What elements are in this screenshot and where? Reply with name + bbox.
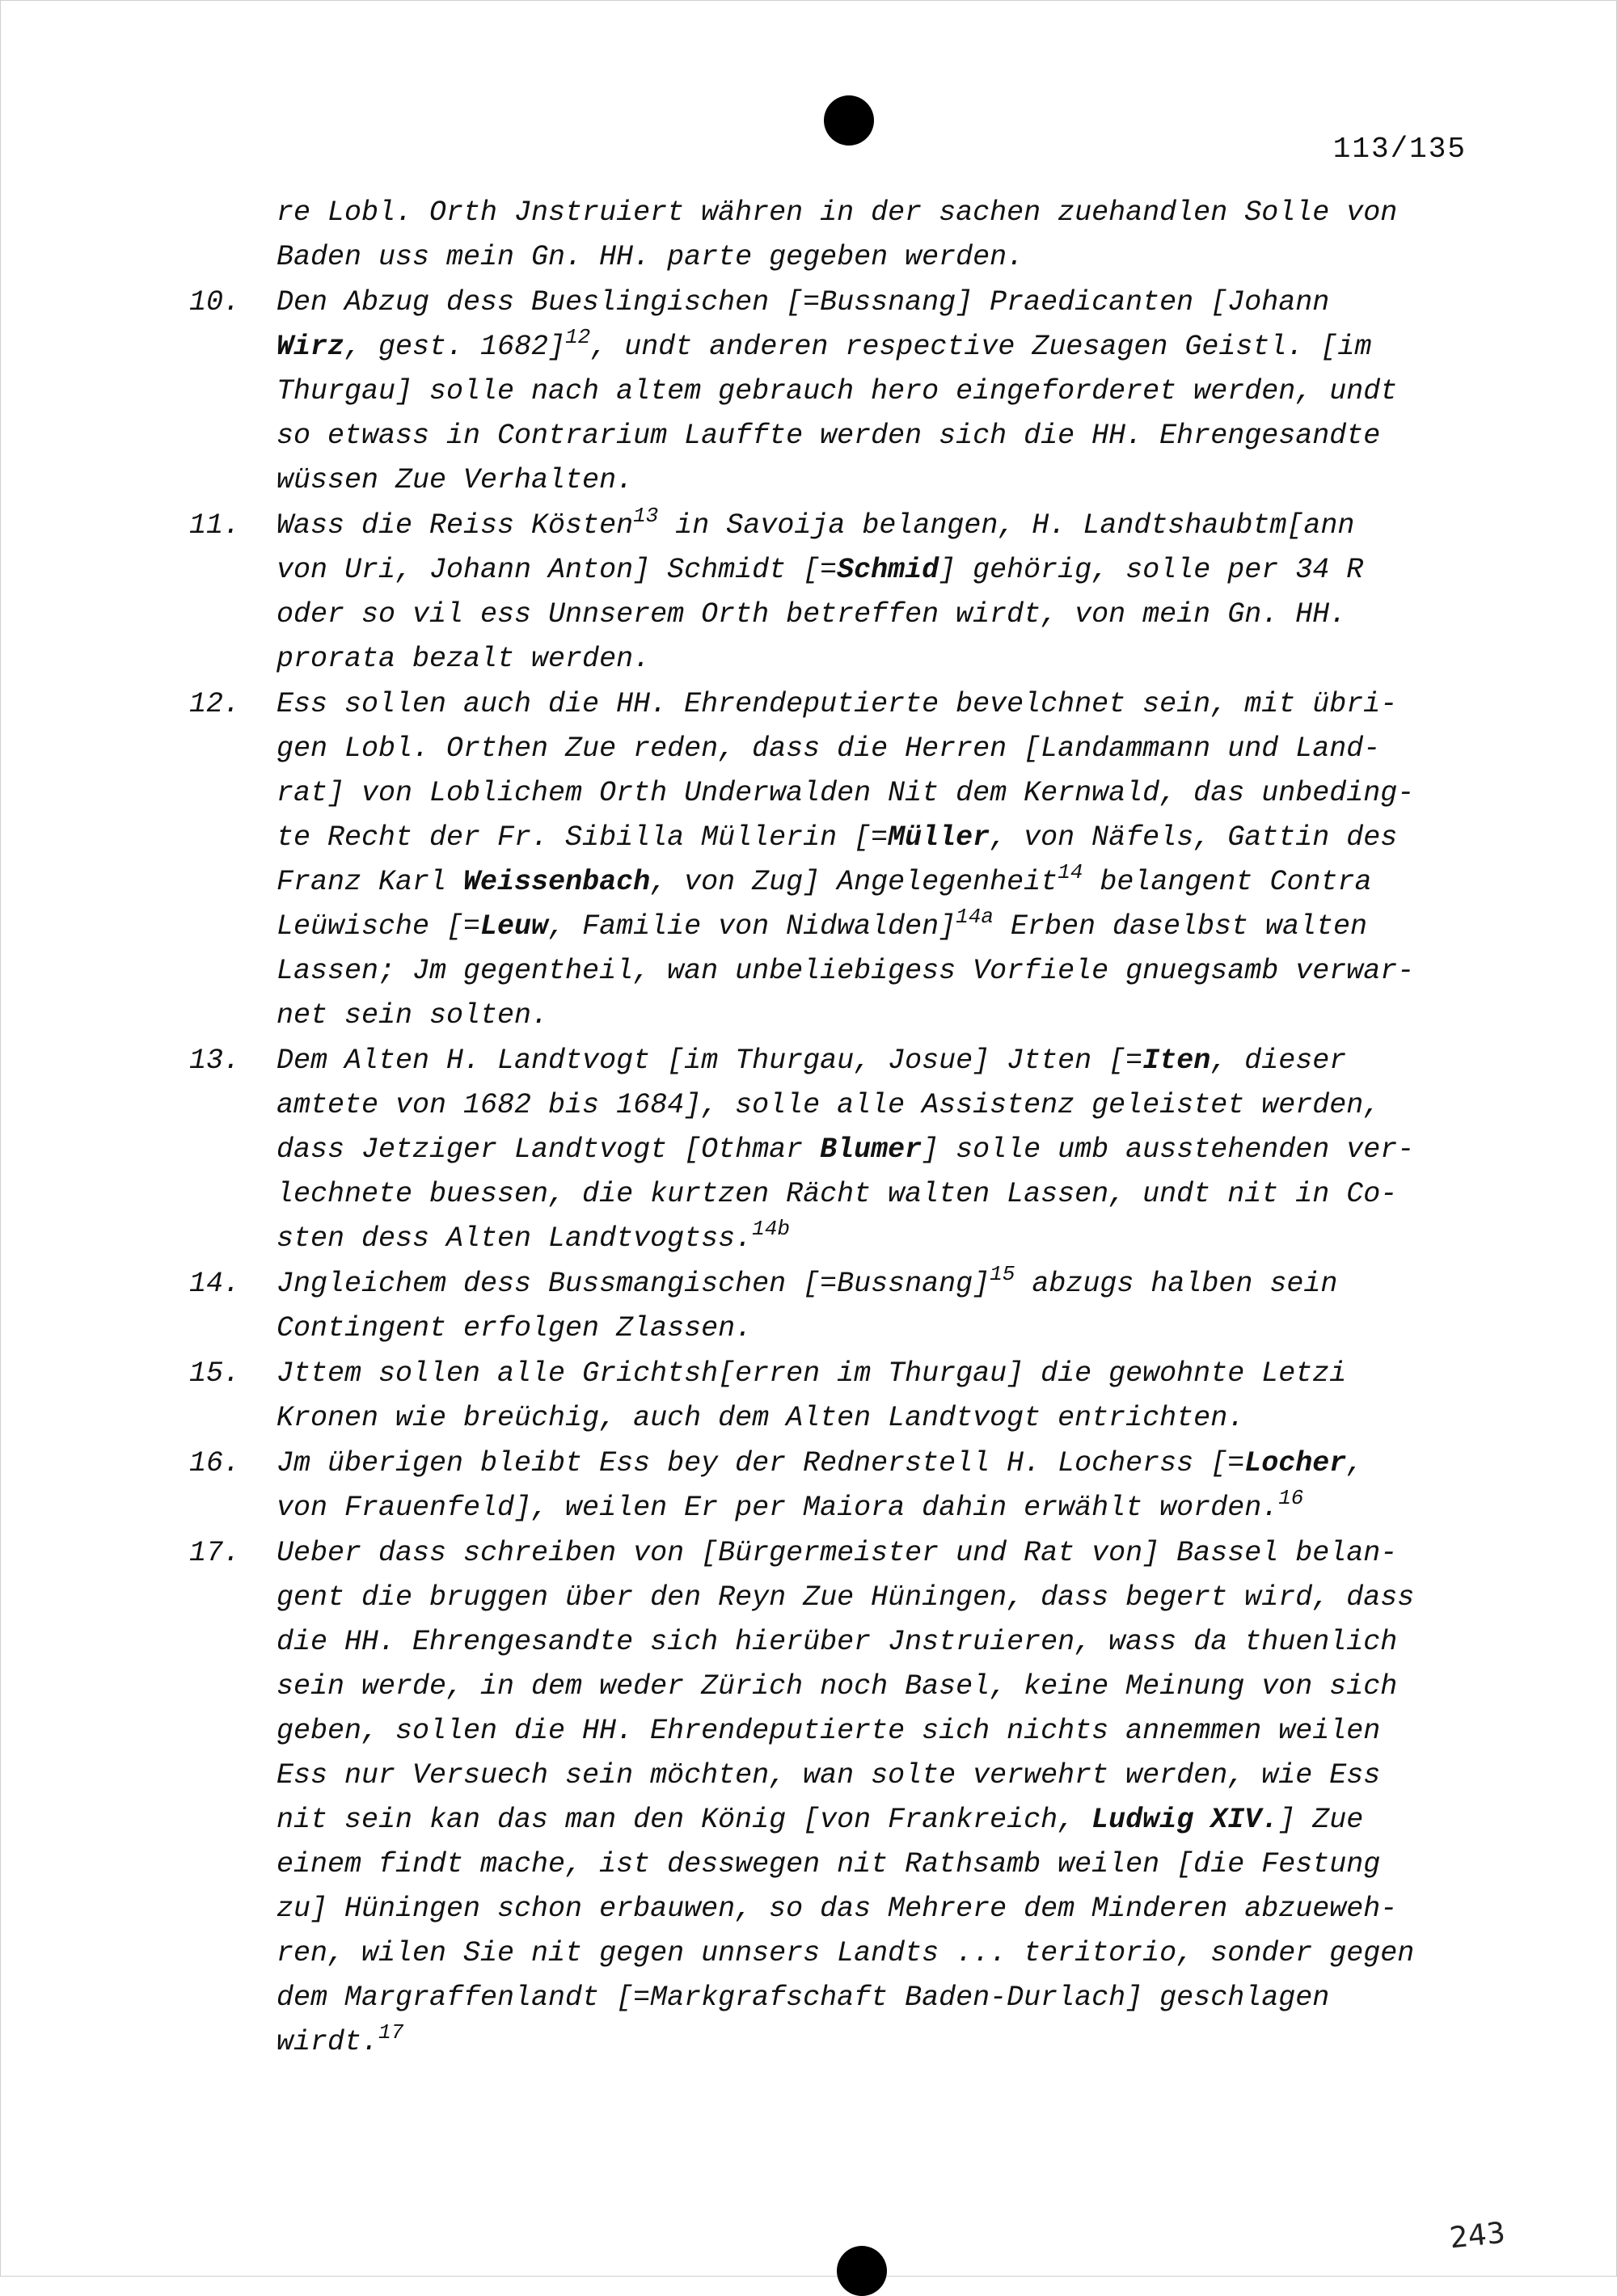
paragraph-number: 11. xyxy=(189,509,241,542)
text-run: nit sein kan das man den König [von Frankreich, xyxy=(277,1804,1092,1836)
text-line xyxy=(277,458,1455,503)
text-run: , dieser xyxy=(1210,1045,1347,1077)
text-run: Ess sollen auch die HH. Ehrendeputierte bevelchnet sein, mit übri- xyxy=(277,688,1398,720)
text-run: net sein solten. xyxy=(277,999,549,1032)
text-run: Baden uss mein Gn. HH. parte gegeben werden. xyxy=(277,241,1024,273)
punch-hole-top xyxy=(824,95,874,146)
paragraph-number: 17. xyxy=(189,1537,241,1569)
paragraph-number: 13. xyxy=(189,1045,241,1077)
text-line xyxy=(277,682,1455,727)
text-run: abzugs halben sein xyxy=(1015,1268,1338,1300)
text-run: sten dess Alten Landtvogtss. xyxy=(277,1222,753,1255)
text-run: Kronen wie breüchig, auch dem Alten Landtvogt entrichten. xyxy=(277,1402,1245,1434)
text-run: , von Zug] Angelegenheit xyxy=(650,866,1058,898)
bold-name: Wirz xyxy=(277,331,345,363)
text-run: rat] von Loblichem Orth Underwalden Nit dem Kernwald, das unbeding- xyxy=(277,777,1415,809)
text-run: prorata bezalt werden. xyxy=(277,643,651,675)
text-line xyxy=(277,905,1455,949)
text-run: gent die bruggen über den Reyn Zue Hüningen, dass begert wird, dass xyxy=(277,1581,1415,1614)
text-run: Jngleichem dess Bussmangischen [=Bussnang] xyxy=(277,1268,990,1300)
text-run: sein werde, in dem weder Zürich noch Basel, keine Meinung von sich xyxy=(277,1670,1398,1703)
text-run: ] gehörig, solle per 34 R xyxy=(939,554,1364,586)
text-run: dass Jetziger Landtvogt [Othmar xyxy=(277,1133,821,1166)
text-line xyxy=(277,1976,1455,2020)
text-run: die HH. Ehrengesandte sich hierüber Jnstruieren, wass da thuenlich xyxy=(277,1626,1398,1658)
text-line xyxy=(277,1039,1455,1083)
text-line xyxy=(277,1620,1455,1665)
text-run: , Familie von Nidwalden] xyxy=(548,910,956,943)
text-line xyxy=(277,369,1455,414)
text-run: so etwass in Contrarium Lauffte werden sich die HH. Ehrengesandte xyxy=(277,420,1381,452)
text-line xyxy=(277,325,1455,369)
text-run: von Frauenfeld], weilen Er per Maiora dahin erwählt worden. xyxy=(277,1492,1279,1524)
text-line xyxy=(277,281,1455,325)
text-run: Contingent erfolgen Zlassen. xyxy=(277,1312,753,1344)
text-run: geben, sollen die HH. Ehrendeputierte sich nichts annemmen weilen xyxy=(277,1715,1381,1747)
text-run: Jttem sollen alle Grichtsh[erren im Thurgau] die gewohnte Letzi xyxy=(277,1357,1347,1390)
text-line xyxy=(277,1306,1455,1351)
bold-name: Weissenbach xyxy=(463,866,651,898)
text-run: Wass die Reiss Kösten xyxy=(277,509,634,542)
text-run: zu] Hüningen schon erbauwen, so das Mehrere dem Minderen abzueweh- xyxy=(277,1893,1398,1925)
footnote-marker: 13 xyxy=(633,504,659,528)
text-line xyxy=(277,1486,1455,1530)
paragraph-number: 14. xyxy=(189,1268,241,1300)
text-run: ] Zue xyxy=(1278,1804,1364,1836)
text-line xyxy=(277,1217,1455,1261)
text-run: Thurgau] solle nach altem gebrauch hero eingeforderet werden, undt xyxy=(277,375,1398,407)
text-run: Erben daselbst walten xyxy=(993,910,1368,943)
text-line xyxy=(277,1798,1455,1842)
text-line xyxy=(277,191,1455,235)
numbered-paragraph xyxy=(189,1531,1455,2065)
text-line xyxy=(277,994,1455,1038)
text-line xyxy=(277,1665,1455,1709)
text-run: , von Näfels, Gattin des xyxy=(990,821,1398,854)
numbered-paragraph xyxy=(189,682,1455,1038)
handwritten-page-note: 243 xyxy=(1448,2216,1507,2256)
text-line xyxy=(277,860,1455,905)
text-run: , gest. 1682] xyxy=(344,331,566,363)
text-run: in Savoija belangen, H. Landtshaubtm[ann xyxy=(658,509,1355,542)
footnote-marker: 15 xyxy=(990,1262,1015,1286)
footnote-marker: 12 xyxy=(565,325,591,349)
document-body xyxy=(189,191,1455,2066)
text-run: te Recht der Fr. Sibilla Müllerin [= xyxy=(277,821,889,854)
paragraph-number: 10. xyxy=(189,286,241,319)
footnote-marker: 17 xyxy=(378,2020,404,2045)
bold-name: Ludwig XIV. xyxy=(1091,1804,1279,1836)
footnote-marker: 16 xyxy=(1278,1486,1304,1510)
text-line xyxy=(277,1531,1455,1576)
text-run: Ess nur Versuech sein möchten, wan solte verwehrt werden, wie Ess xyxy=(277,1759,1381,1792)
text-run: gen Lobl. Orthen Zue reden, dass die Herren [Landammann und Land- xyxy=(277,732,1381,765)
text-run: ] solle umb ausstehenden ver- xyxy=(922,1133,1415,1166)
text-line xyxy=(277,1396,1455,1441)
text-run: amtete von 1682 bis 1684], solle alle Assistenz geleistet werden, xyxy=(277,1089,1381,1121)
text-line xyxy=(277,1128,1455,1172)
text-line xyxy=(277,593,1455,637)
text-run: lechnete buessen, die kurtzen Rächt walten Lassen, undt nit in Co- xyxy=(277,1178,1398,1210)
punch-hole-bottom xyxy=(837,2246,887,2296)
numbered-paragraph xyxy=(189,1352,1455,1441)
text-run: Lassen; Jm gegentheil, wan unbeliebigess Vorfiele gnuegsamb verwar- xyxy=(277,955,1415,987)
paragraph-number: 16. xyxy=(189,1447,241,1479)
text-line xyxy=(277,1887,1455,1931)
bold-name: Iten xyxy=(1142,1045,1211,1077)
text-line xyxy=(277,816,1455,860)
text-run: wüssen Zue Verhalten. xyxy=(277,464,634,496)
paragraph-number: 15. xyxy=(189,1357,241,1390)
text-run: wirdt. xyxy=(277,2026,379,2058)
text-line xyxy=(277,414,1455,458)
text-line xyxy=(277,235,1455,280)
text-line xyxy=(277,949,1455,994)
paragraph-number: 12. xyxy=(189,688,241,720)
numbered-paragraph xyxy=(189,1441,1455,1530)
numbered-paragraph xyxy=(189,1039,1455,1261)
text-run: , undt anderen respective Zuesagen Geistl. [im xyxy=(590,331,1372,363)
text-line xyxy=(277,504,1455,548)
numbered-paragraph xyxy=(189,1262,1455,1351)
text-run: einem findt mache, ist desswegen nit Rathsamb weilen [die Festung xyxy=(277,1848,1381,1880)
text-line xyxy=(277,1754,1455,1798)
text-line xyxy=(277,1441,1455,1486)
text-line xyxy=(277,637,1455,682)
text-line xyxy=(277,1576,1455,1620)
footnote-marker: 14 xyxy=(1058,860,1083,884)
text-line xyxy=(277,548,1455,593)
text-line xyxy=(277,1352,1455,1396)
text-run: Jm überigen bleibt Ess bey der Rednerstell H. Locherss [= xyxy=(277,1447,1245,1479)
bold-name: Schmid xyxy=(837,554,939,586)
footnote-marker: 14b xyxy=(752,1217,790,1241)
text-line xyxy=(277,1709,1455,1754)
text-run: Den Abzug dess Bueslingischen [=Bussnang] Praedicanten [Johann xyxy=(277,286,1330,319)
text-line xyxy=(277,1842,1455,1887)
text-run: oder so vil ess Unnserem Orth betreffen wirdt, von mein Gn. HH. xyxy=(277,598,1347,631)
page-number: 113/135 xyxy=(1332,133,1467,166)
text-run: von Uri, Johann Anton] Schmidt [= xyxy=(277,554,838,586)
footnote-marker: 14a xyxy=(956,905,994,929)
text-line xyxy=(277,1172,1455,1217)
text-run: dem Margraffenlandt [=Markgrafschaft Baden-Durlach] geschlagen xyxy=(277,1982,1330,2014)
text-line xyxy=(277,771,1455,816)
bold-name: Leuw xyxy=(480,910,549,943)
text-run: Leüwische [= xyxy=(277,910,481,943)
text-run: Franz Karl xyxy=(277,866,464,898)
bold-name: Locher xyxy=(1244,1447,1347,1479)
numbered-paragraph xyxy=(189,281,1455,503)
text-run: Ueber dass schreiben von [Bürgermeister und Rat von] Bassel belan- xyxy=(277,1537,1398,1569)
text-line xyxy=(277,727,1455,771)
text-line xyxy=(277,1262,1455,1306)
bold-name: Müller xyxy=(888,821,990,854)
text-line xyxy=(277,2020,1455,2065)
text-run: belangent Contra xyxy=(1083,866,1372,898)
text-line xyxy=(277,1931,1455,1976)
bold-name: Blumer xyxy=(820,1133,922,1166)
numbered-paragraph xyxy=(189,504,1455,682)
text-run: ren, wilen Sie nit gegen unnsers Landts ... teritorio, sonder gegen xyxy=(277,1937,1415,1969)
text-run: , xyxy=(1346,1447,1364,1479)
text-run: re Lobl. Orth Jnstruiert währen in der sachen zuehandlen Solle von xyxy=(277,196,1398,229)
continuation-paragraph xyxy=(234,191,1455,280)
text-line xyxy=(277,1083,1455,1128)
text-run: Dem Alten H. Landtvogt [im Thurgau, Josue] Jtten [= xyxy=(277,1045,1143,1077)
